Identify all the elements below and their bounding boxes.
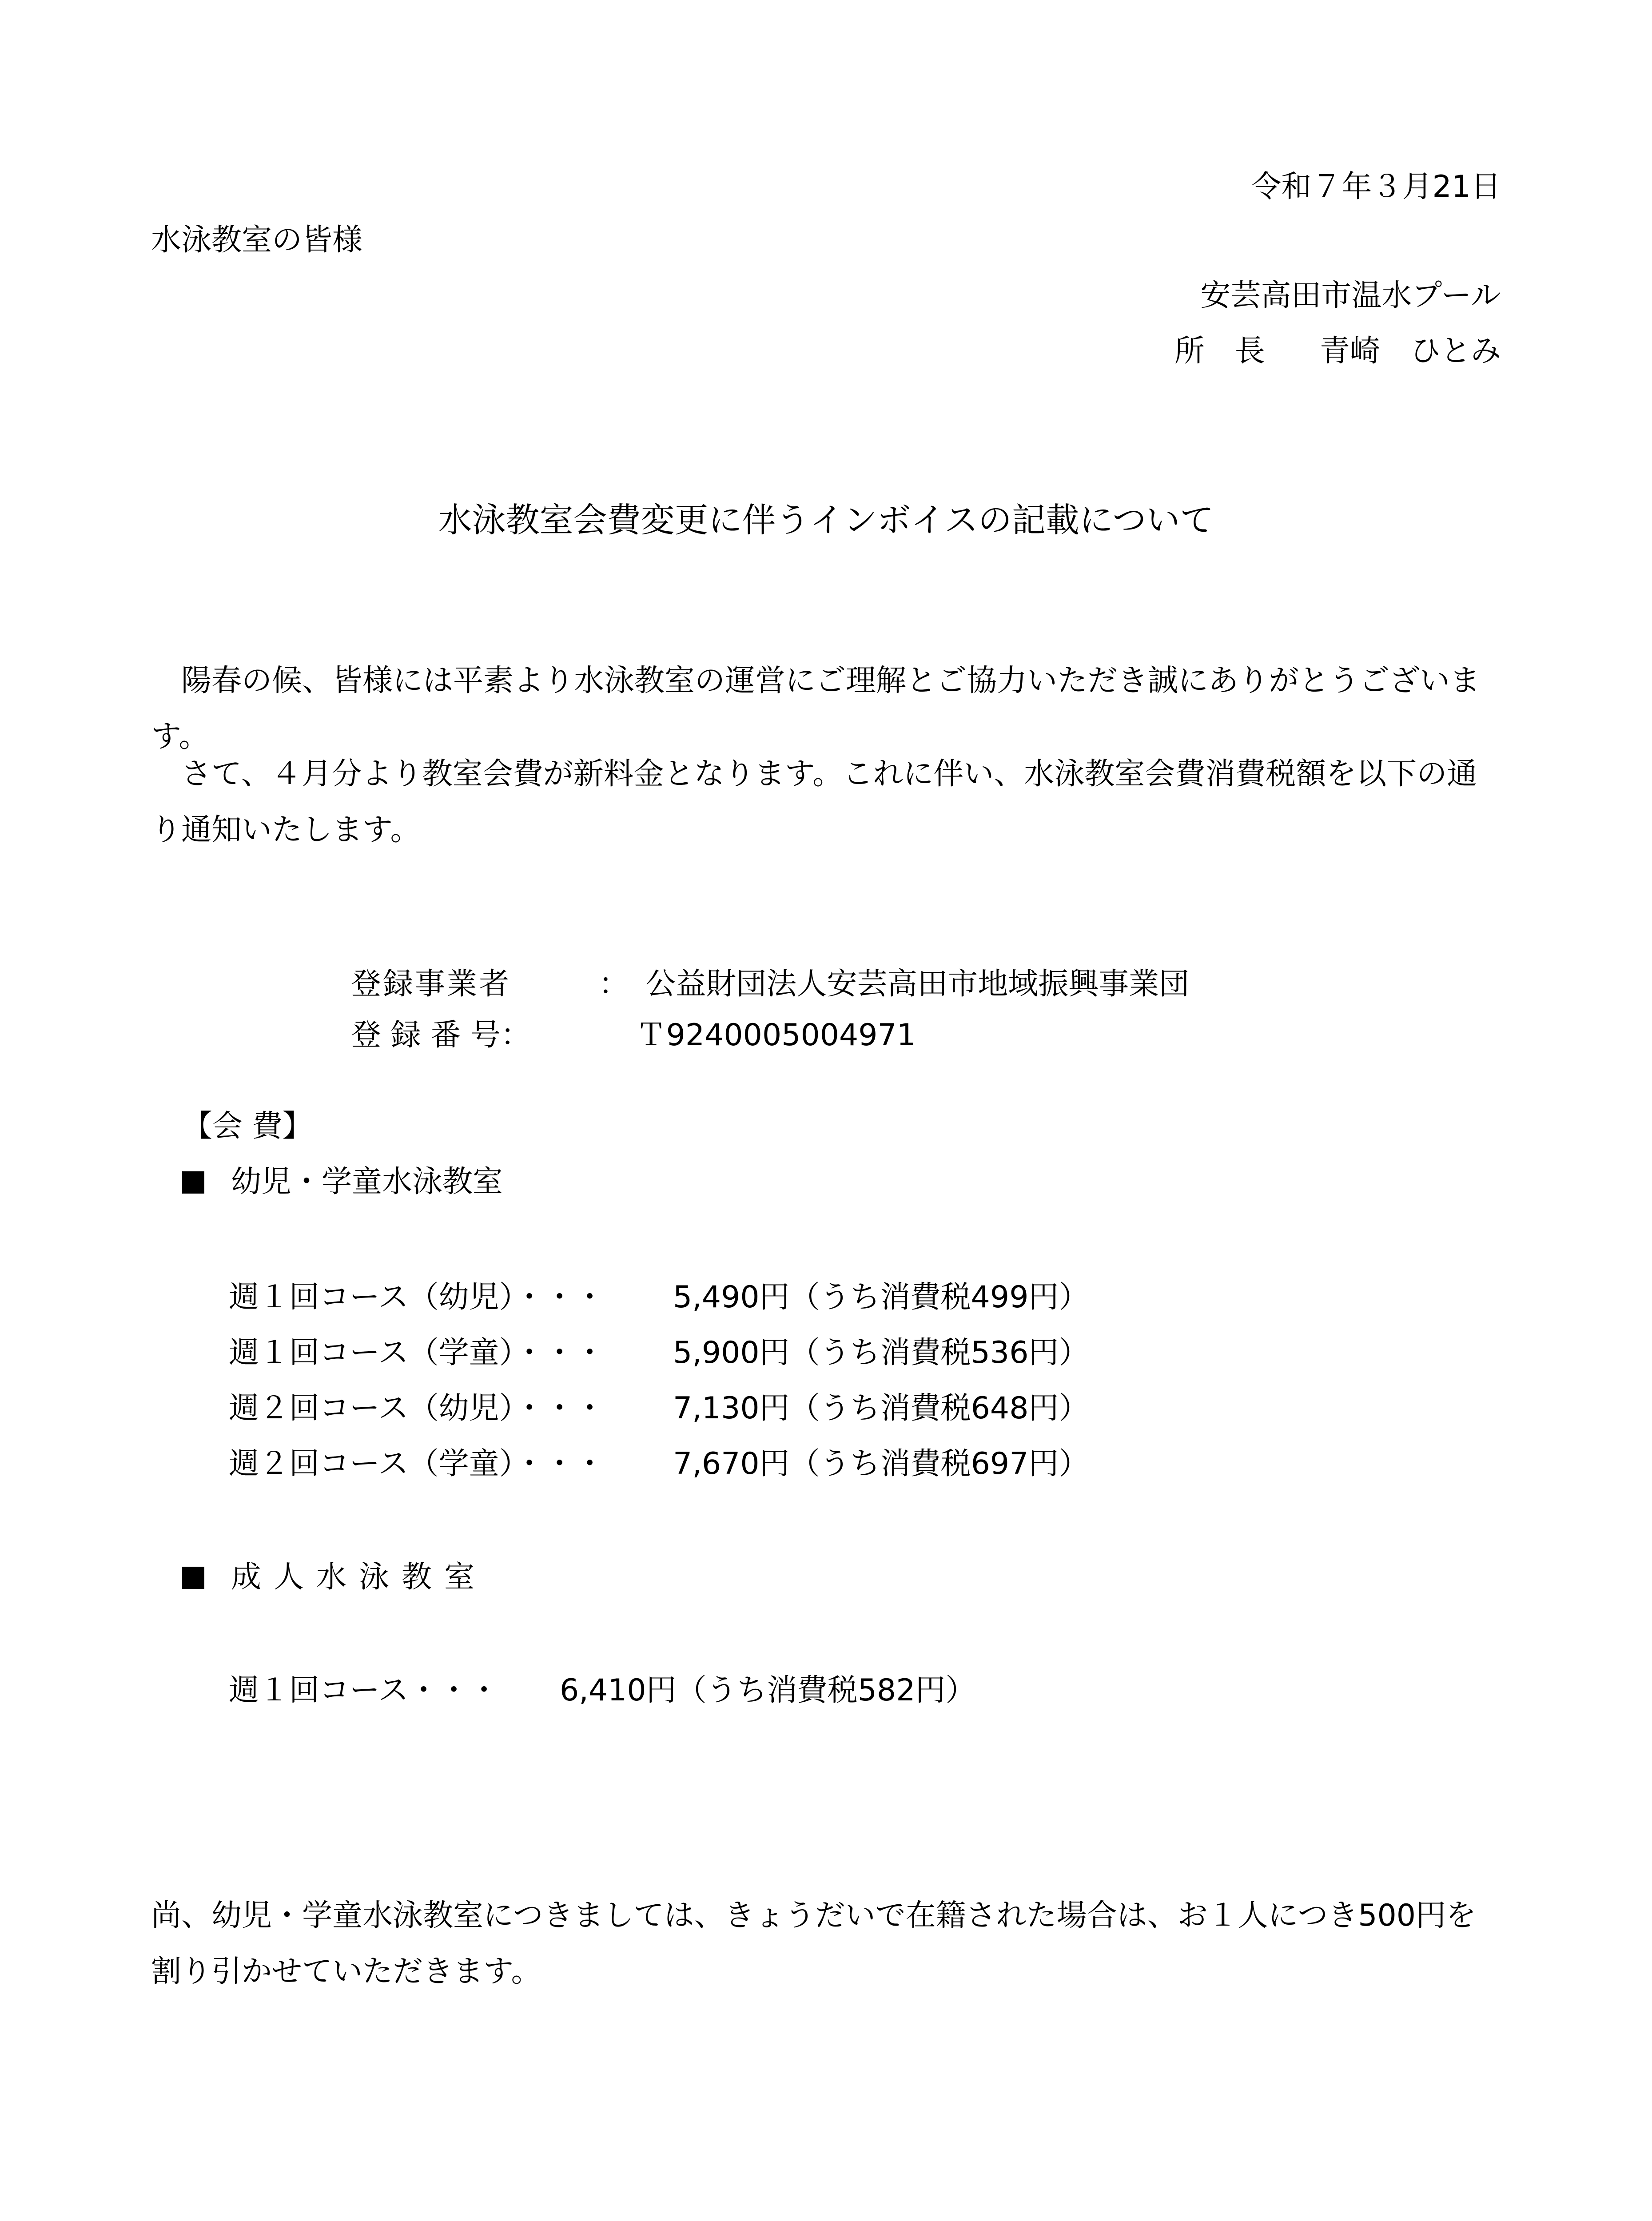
registered-business-separator: ：: [598, 967, 629, 1002]
course-row: [229, 1672, 975, 1709]
body-paragraph-notice: さて、４月分より教室会費が新料金となります。これに伴い、水泳教室会費消費税額を以下の通り通知いたします。: [151, 756, 1477, 848]
document-date: 令和７年３月21日: [1251, 169, 1501, 204]
course-price: 7,670円（うち消費税697円）: [673, 1446, 1089, 1481]
black-square-icon: [182, 1171, 204, 1194]
registered-business-value: 公益財団法人安芸高田市地域振興事業団: [645, 967, 1190, 1002]
category-heading-children: [182, 1164, 503, 1200]
body-paragraph-greeting: 陽春の候、皆様には平素より水泳教室の運営にご理解とご協力いただき誠にありがとうございます。: [151, 663, 1481, 754]
category-heading-adult: [182, 1559, 487, 1596]
sender-signature: [1174, 333, 1501, 370]
course-price: 5,490円（うち消費税499円）: [673, 1280, 1089, 1315]
black-square-icon: [182, 1567, 204, 1589]
sibling-discount-note: 尚、幼児・学童水泳教室につきましては、きょうだいで在籍された場合は、お１人につき500円を割り引かせていただきます。: [151, 1898, 1477, 1989]
document-title: 水泳教室会費変更に伴うインボイスの記載について: [438, 500, 1214, 540]
category-name: 成人水泳教室: [231, 1560, 487, 1595]
category-name: 幼児・学童水泳教室: [231, 1164, 503, 1199]
course-row: [229, 1335, 1089, 1371]
course-price: 5,900円（うち消費税536円）: [673, 1335, 1089, 1370]
sender-title: 所 長: [1174, 334, 1265, 369]
course-price: 6,410円（うち消費税582円）: [560, 1673, 976, 1708]
course-row: [229, 1279, 1089, 1316]
registered-business-row: [351, 966, 1189, 1003]
course-row: [229, 1390, 1089, 1427]
registration-number-label: 登 録 番 号：: [351, 1018, 531, 1053]
course-row: [229, 1446, 1089, 1482]
course-name: 週１回コース（学童）・・・: [229, 1335, 605, 1370]
sender-name: 青崎 ひとみ: [1319, 334, 1501, 369]
sender-organization: 安芸高田市温水プール: [1200, 278, 1501, 313]
registration-number-row: [351, 1017, 916, 1054]
fees-section-heading: 【会 費】: [182, 1109, 313, 1144]
registered-business-label: 登録事業者: [351, 967, 511, 1002]
course-name: 週１回コース（幼児）・・・: [229, 1280, 605, 1315]
recipient: 水泳教室の皆様: [151, 223, 363, 258]
course-name: 週２回コース（幼児）・・・: [229, 1391, 605, 1426]
course-name: 週１回コース・・・: [229, 1673, 499, 1708]
course-name: 週２回コース（学童）・・・: [229, 1446, 605, 1481]
course-price: 7,130円（うち消費税648円）: [673, 1391, 1089, 1426]
registration-number-value: Ｔ9240005004971: [636, 1018, 916, 1053]
